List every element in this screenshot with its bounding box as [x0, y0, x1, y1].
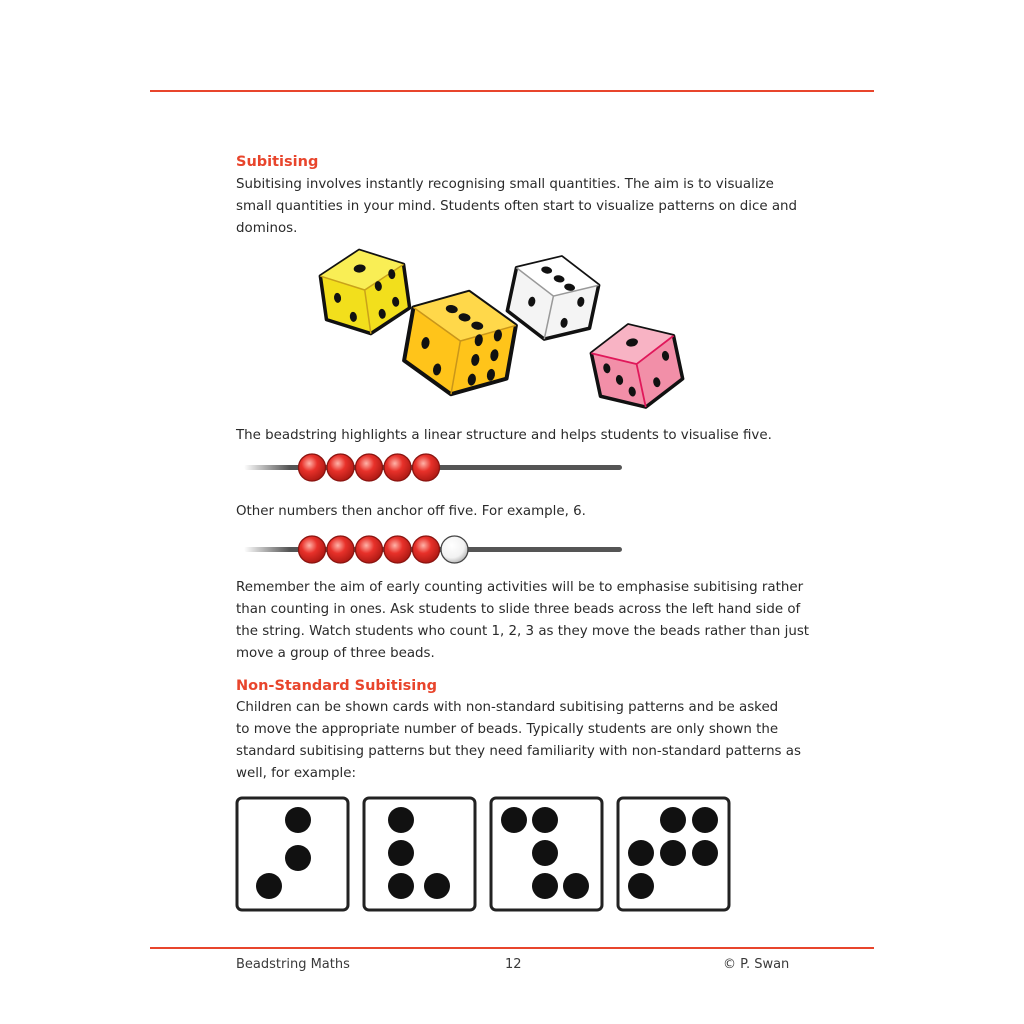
card-dot: [501, 807, 527, 833]
bead-red[interactable]: [327, 536, 354, 563]
text-line: Remember the aim of early counting activities will be to emphasise subitising rather: [236, 580, 804, 595]
die-yellow: [318, 245, 413, 339]
beadstring-five: [240, 450, 630, 486]
dice-illustration: [315, 245, 695, 420]
die-orange-yellow: [400, 283, 520, 403]
card-dot: [628, 840, 654, 866]
text-line: the string. Watch students who count 1, 2, 3 as they move the beads rather than just: [236, 624, 810, 639]
text-line: Other numbers then anchor off five. For example, 6.: [236, 504, 586, 519]
bead-red[interactable]: [299, 536, 326, 563]
text-line: to move the appropriate number of beads. Typically students are only shown the: [236, 722, 779, 737]
card-dot: [660, 840, 686, 866]
card-dot: [692, 840, 718, 866]
top-rule: [150, 90, 874, 92]
text-line: The beadstring highlights a linear structure and helps students to visualise five.: [236, 428, 772, 443]
beadstring-six: [240, 532, 630, 568]
bead-red[interactable]: [356, 536, 383, 563]
footer-book-title: Beadstring Maths: [236, 957, 350, 972]
bead-red[interactable]: [327, 454, 354, 481]
dot-card-six: [618, 798, 729, 910]
dot-card-five: [491, 798, 602, 910]
text-line: Children can be shown cards with non-standard subitising patterns and be asked: [236, 700, 779, 715]
text-line: move a group of three beads.: [236, 646, 435, 661]
card-dot: [285, 807, 311, 833]
bead-red[interactable]: [356, 454, 383, 481]
bead-white[interactable]: [441, 536, 468, 563]
paragraph-beadstring-intro: [236, 425, 796, 447]
dot-card-four: [364, 798, 475, 910]
card-dot: [563, 873, 589, 899]
text-line: dominos.: [236, 221, 298, 236]
card-dot: [285, 845, 311, 871]
text-line: small quantities in your mind. Students often start to visualize patterns on dice and: [236, 199, 798, 214]
die-white: [503, 248, 603, 348]
bead-red[interactable]: [413, 536, 440, 563]
card-dot: [388, 807, 414, 833]
card-dot: [424, 873, 450, 899]
paragraph-non-standard: [236, 697, 801, 785]
card-dot: [532, 807, 558, 833]
paragraph-anchor-intro: [236, 501, 796, 523]
dot-cards: [234, 796, 734, 914]
text-line: than counting in ones. Ask students to slide three beads across the left hand side of: [236, 602, 801, 617]
section-heading-subitising: Subitising: [236, 154, 319, 170]
bottom-rule: [150, 947, 874, 949]
bead-red[interactable]: [384, 454, 411, 481]
card-dot: [692, 807, 718, 833]
die-pink: [587, 316, 687, 416]
section-heading-non-standard: Non-Standard Subitising: [236, 678, 437, 694]
card-dot: [388, 840, 414, 866]
text-line: well, for example:: [236, 766, 356, 781]
card-dot: [628, 873, 654, 899]
card-dot: [532, 840, 558, 866]
card-dot: [388, 873, 414, 899]
paragraph-counting: [236, 577, 810, 665]
footer-page-number: 12: [505, 957, 522, 972]
dot-card-three: [237, 798, 348, 910]
card-dot: [532, 873, 558, 899]
bead-red[interactable]: [299, 454, 326, 481]
card-dot: [256, 873, 282, 899]
paragraph-subitising: [236, 174, 796, 240]
text-line: Subitising involves instantly recognising small quantities. The aim is to visualize: [236, 177, 774, 192]
bead-red[interactable]: [413, 454, 440, 481]
bead-red[interactable]: [384, 536, 411, 563]
card-dot: [660, 807, 686, 833]
footer-copyright: © P. Swan: [723, 957, 790, 972]
text-line: standard subitising patterns but they need familiarity with non-standard patterns as: [236, 744, 801, 759]
